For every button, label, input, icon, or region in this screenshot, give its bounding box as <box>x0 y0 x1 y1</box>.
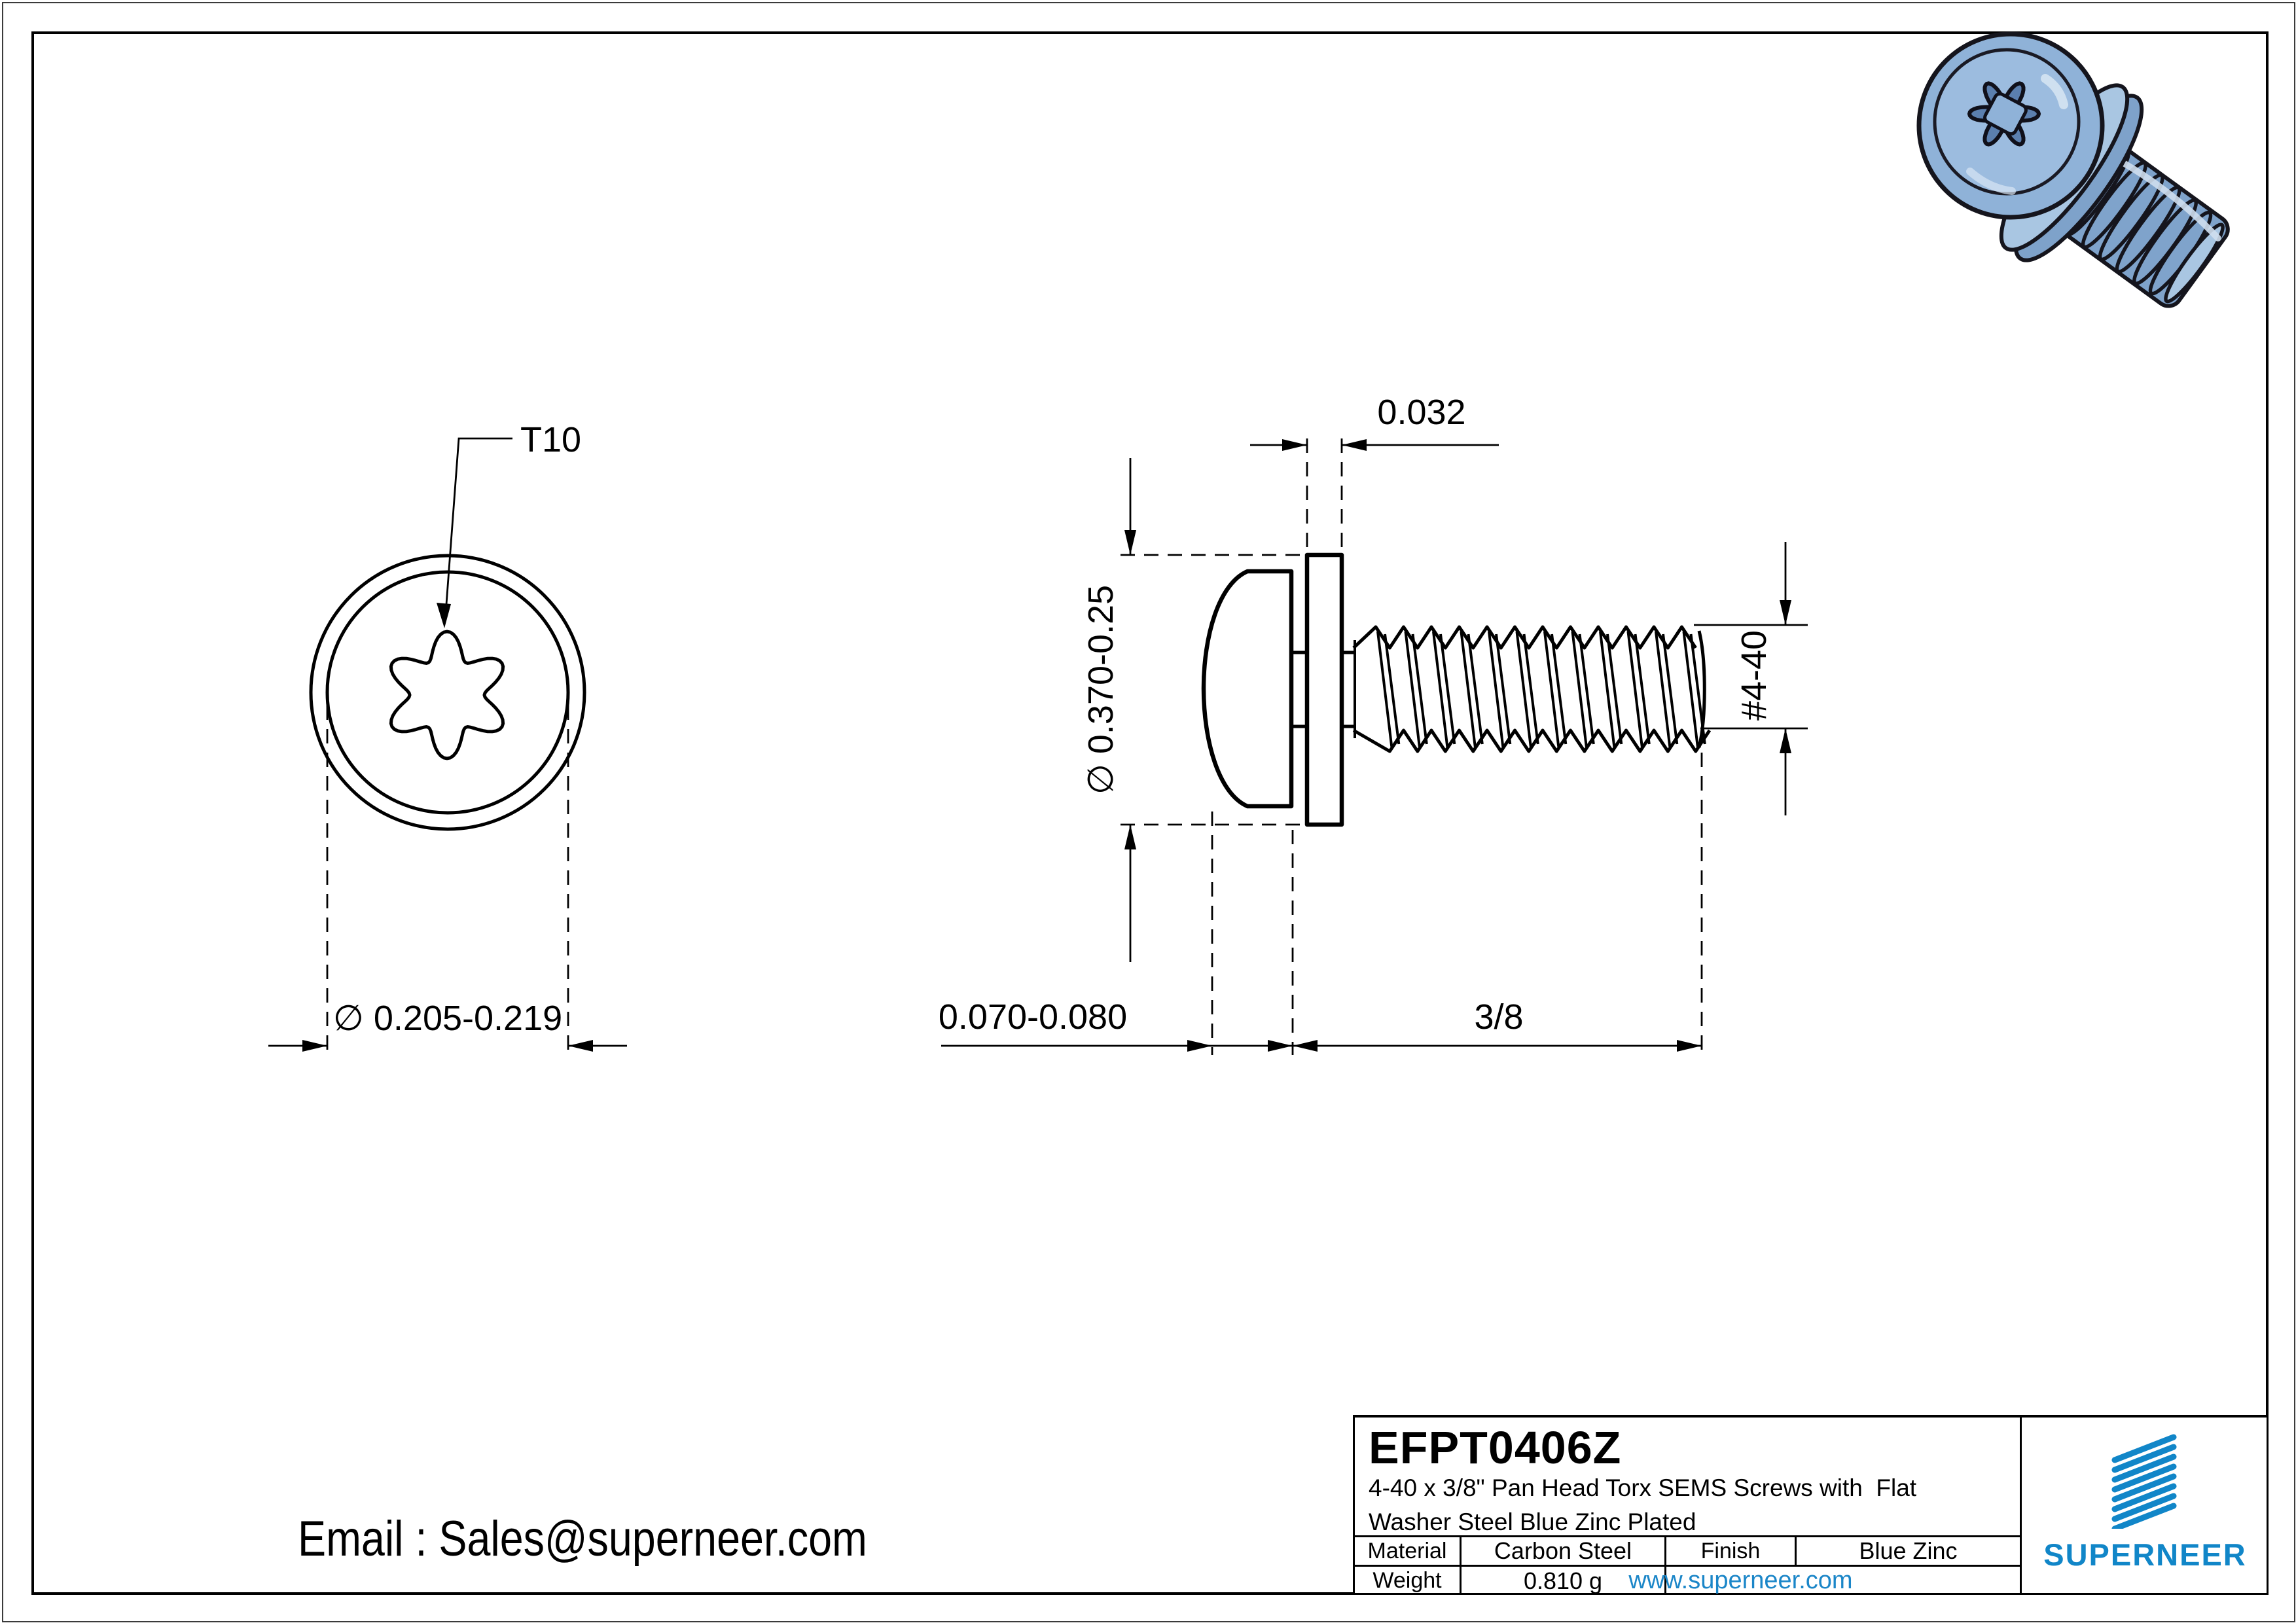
part-number: EFPT0406Z <box>1369 1422 1622 1473</box>
part-description-line1: 4-40 x 3/8" Pan Head Torx SEMS Screws with Flat <box>1369 1474 1917 1501</box>
title-block-description-area <box>1355 1418 2020 1535</box>
ext-lines-washer-diameter <box>1121 555 1307 825</box>
website-cell <box>1462 1567 2020 1595</box>
dim-arrow <box>1677 1040 1702 1052</box>
dim-arrow <box>1124 825 1136 849</box>
dim-arrow <box>1293 1040 1318 1052</box>
front-view <box>268 420 627 1056</box>
pan-head-profile <box>1204 571 1291 806</box>
thread-bottom-profile <box>1354 730 1710 751</box>
thread-end-curve <box>1699 631 1704 747</box>
weight-value: 0.810 g <box>1462 1567 1666 1595</box>
dim-torx-size: T10 <box>520 420 582 459</box>
brand-name: SUPERNEER <box>2043 1537 2247 1572</box>
finish-label: Finish <box>1666 1537 1797 1567</box>
superneer-logo-icon <box>2109 1431 2181 1529</box>
material-value: Carbon Steel <box>1462 1537 1666 1567</box>
dim-head-height: 0.070-0.080 <box>938 997 1128 1037</box>
dim-arrow <box>1282 439 1307 451</box>
flat-washer-profile <box>1307 555 1342 825</box>
material-label: Material <box>1355 1537 1462 1567</box>
t10-leader-line <box>445 438 512 622</box>
dim-thread-size: #4-40 <box>1734 630 1774 721</box>
finish-value: Blue Zinc <box>1797 1537 2020 1567</box>
dim-arrow <box>1187 1040 1212 1052</box>
dim-arrow <box>1780 600 1791 625</box>
side-view <box>939 393 1808 1055</box>
title-block <box>1353 1415 2267 1593</box>
dim-arrow <box>302 1040 327 1052</box>
shank-lines <box>1291 652 1354 726</box>
weight-label: Weight <box>1355 1567 1462 1595</box>
part-description-line2: Washer Steel Blue Zinc Plated <box>1369 1508 1696 1535</box>
title-block-table <box>1355 1535 2020 1595</box>
dim-arrow <box>1780 728 1791 753</box>
dim-arrow <box>1342 439 1367 451</box>
t10-leader-arrow <box>437 603 451 628</box>
dim-head-diameter: ∅ 0.205-0.219 <box>332 999 563 1038</box>
torx-recess-outline <box>391 632 503 758</box>
dim-arrow <box>1124 530 1136 555</box>
dim-thread-length: 3/8 <box>1474 997 1524 1037</box>
dim-washer-thickness: 0.032 <box>1377 393 1466 432</box>
screw-3d-preview <box>1919 34 2233 311</box>
dim-washer-diameter: ∅ 0.370-0.25 <box>1081 584 1121 795</box>
contact-email: Email : Sales@superneer.com <box>298 1511 867 1567</box>
brand-logo-cell <box>2020 1418 2269 1593</box>
dim-arrow <box>1268 1040 1293 1052</box>
website-link[interactable]: www.superneer.com <box>1628 1567 1853 1594</box>
ext-lines-washer-thickness <box>1307 435 1342 547</box>
dim-arrow <box>568 1040 593 1052</box>
